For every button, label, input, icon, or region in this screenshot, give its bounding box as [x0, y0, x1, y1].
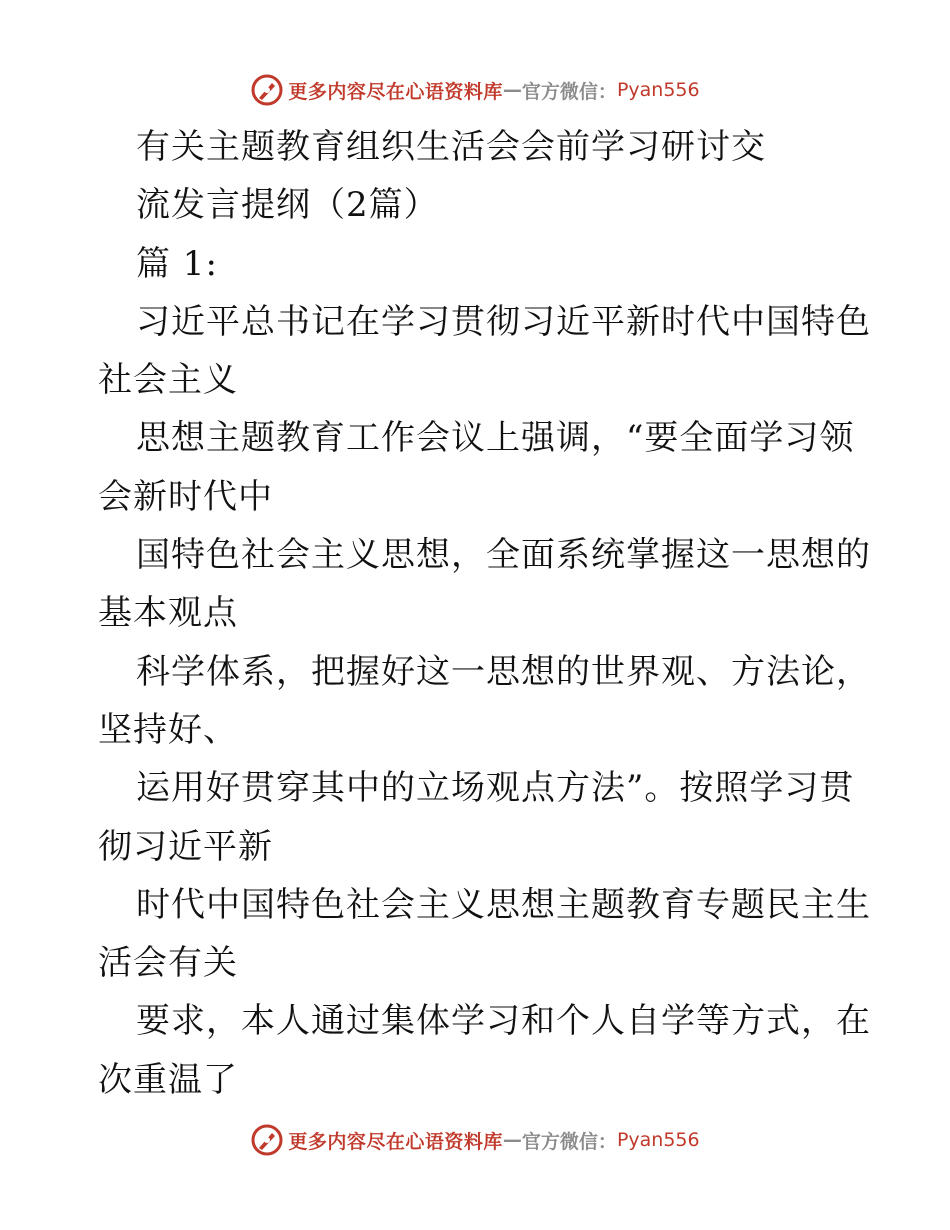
- paragraph-line: 活会有关: [98, 943, 238, 984]
- paragraph-line: 时代中国特色社会主义思想主题教育专题民主生: [136, 884, 871, 925]
- paragraph-line: 彻习近平新: [98, 826, 273, 867]
- paragraph-line: 运用好贯穿其中的立场观点方法”。按照学习贯: [136, 768, 855, 809]
- watermark-contact-label: 官方微信：: [521, 80, 617, 103]
- header-watermark: [0, 70, 950, 110]
- paragraph-line: 社会主义: [98, 360, 238, 401]
- title-line-2: 流发言提纲（2篇）: [136, 185, 439, 226]
- watermark-contact-id: Pyan556: [616, 1129, 700, 1151]
- watermark-contact-label: 官方微信：: [521, 1130, 617, 1153]
- paragraph-line: 坚持好、: [98, 709, 238, 750]
- paragraph-line: 要求，本人通过集体学习和个人自学等方式，在: [136, 1001, 871, 1042]
- document-body: [98, 118, 871, 1109]
- paragraph-line: 科学体系，把握好这一思想的世界观、方法论，: [136, 651, 871, 692]
- pen-nib-circle-icon: [250, 1123, 284, 1157]
- paragraph-line: 习近平总书记在学习贯彻习近平新时代中国特色: [136, 301, 871, 342]
- watermark-brand-text: 更多内容尽在心语资料库: [288, 80, 503, 103]
- title-line-1: 有关主题教育组织生活会会前学习研讨交: [136, 127, 766, 167]
- watermark-contact-id: Pyan556: [616, 79, 700, 101]
- watermark-separator: —: [502, 1129, 522, 1151]
- paragraph-line: 基本观点: [98, 593, 238, 634]
- watermark-separator: —: [502, 79, 522, 101]
- paragraph-line: 国特色社会主义思想，全面系统掌握这一思想的: [136, 535, 871, 576]
- paragraph-line: 会新时代中: [98, 476, 273, 517]
- pen-nib-circle-icon: [250, 73, 284, 107]
- section-heading: 篇 1:: [136, 243, 218, 284]
- footer-watermark: [0, 1120, 950, 1160]
- paragraph-line: 思想主题教育工作会议上强调，“要全面学习领: [136, 418, 855, 459]
- watermark-brand-text: 更多内容尽在心语资料库: [288, 1130, 503, 1153]
- paragraph-line: 次重温了: [98, 1059, 238, 1100]
